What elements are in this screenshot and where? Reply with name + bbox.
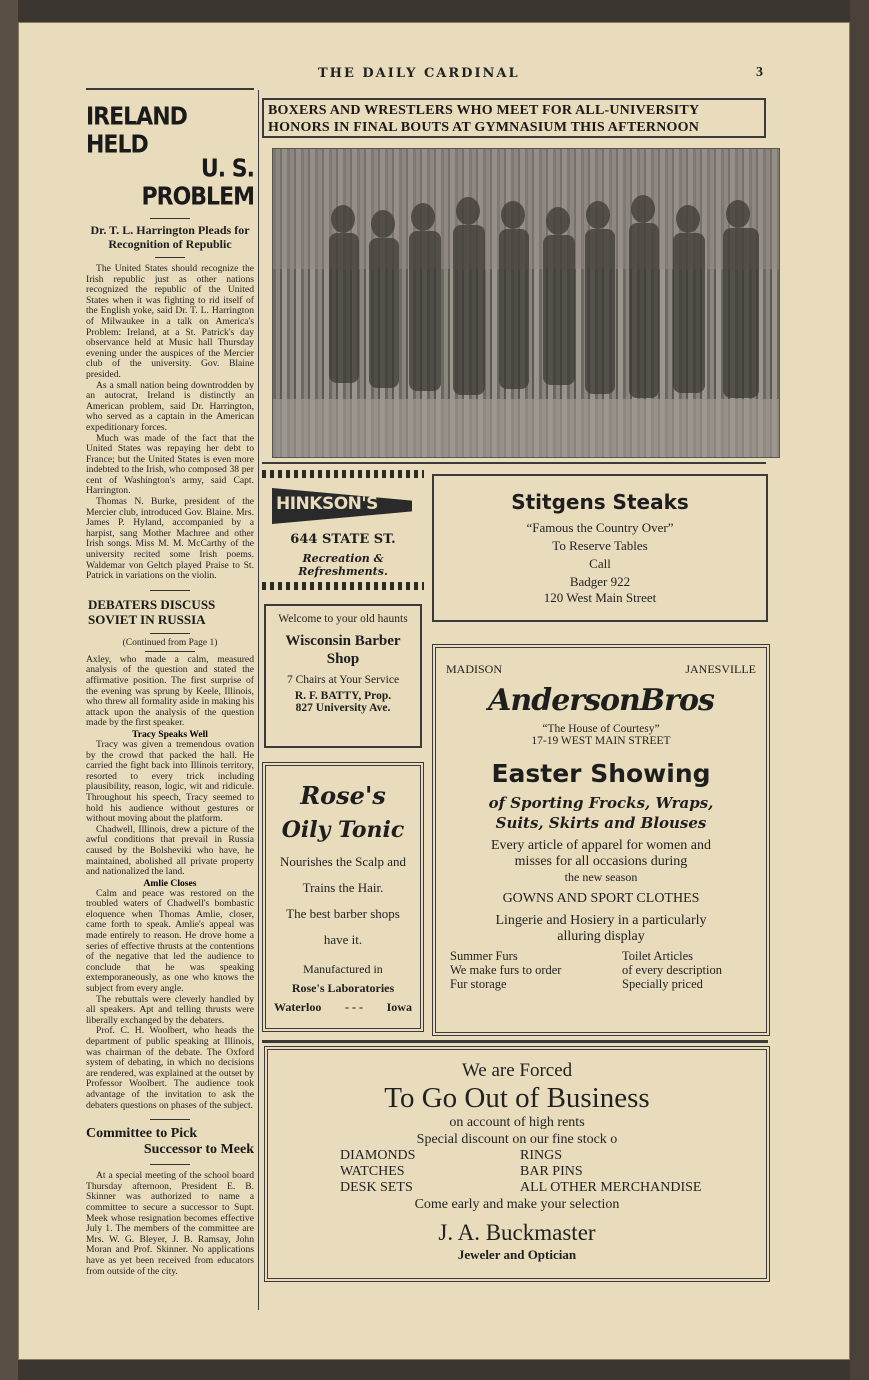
anderson-line: GOWNS AND SPORT CLOTHES <box>502 891 700 906</box>
anderson-list-item: We make furs to order <box>450 963 562 977</box>
roses-state: Iowa <box>386 1000 412 1014</box>
boxers-photo <box>272 148 780 458</box>
checker-border <box>262 582 424 590</box>
anderson-right-city: JANESVILLE <box>685 662 756 676</box>
buckmaster-item: DIAMONDS <box>340 1148 416 1163</box>
ireland-paragraph: As a small nation being downtrodden by an autocrat, Ireland is distinctly an American problem, said Dr. Harrington, who served as a captain in the American expeditionary forces. <box>86 379 254 433</box>
roses-name-1: Rose's <box>300 781 386 810</box>
hinksons-tagline: Recreation & Refreshments. <box>298 552 388 578</box>
boxers-headline-box <box>262 98 766 138</box>
debaters-headline: DEBATERS DISCUSS SOVIET IN RUSSIA <box>88 596 219 627</box>
anderson-line: misses for all occasions during <box>514 854 688 869</box>
barber-welcome: Welcome to your old haunts <box>278 613 408 625</box>
boxers-headline-1: BOXERS AND WRESTLERS WHO MEET FOR ALL-UNIVERSITY <box>268 103 700 118</box>
anderson-ad <box>432 644 770 1036</box>
ireland-headline-2: U. S. PROBLEM <box>141 154 254 212</box>
anderson-left-list <box>450 949 561 991</box>
binding-edge <box>0 0 18 1380</box>
buckmaster-item: ALL OTHER MERCHANDISE <box>520 1180 702 1195</box>
buckmaster-item: BAR PINS <box>520 1164 583 1179</box>
anderson-line: Lingerie and Hosiery in a particularly <box>495 913 707 928</box>
anderson-list-item: Summer Furs <box>450 949 518 963</box>
stitgens-slogan: “Famous the Country Over” <box>526 520 674 535</box>
committee-paragraph: At a special meeting of the school board Thursday afternoon, President E. B. Skinner was authorized to name a committee to secure a successor to Supt. Meek whose resignation becomes effective July 1. The members of the committee are Mrs. W. G. Bleyer, J. B. Ramsay, John Moran and Prof. Skinner. No applications have as yet been received from educators from outside of the city. <box>86 1170 254 1277</box>
debaters-paragraph: Axley, who made a calm, measured analysis of the question and stated the affirmative position. The first surprise of the evening was sprung by Keele, Illinois, who threw all formality aside in making his attack upon the analysis of the question made by the first speaker. <box>86 653 254 729</box>
section-rule <box>262 1040 768 1043</box>
masthead-title: THE DAILY CARDINAL <box>318 66 520 81</box>
buckmaster-items <box>276 1148 758 1196</box>
anderson-list-item: Toilet Articles <box>622 949 693 963</box>
page-number: 3 <box>756 65 763 80</box>
anderson-line: the new season <box>564 870 638 884</box>
divider <box>150 218 190 219</box>
buckmaster-item: WATCHES <box>340 1164 405 1179</box>
divider <box>150 590 190 591</box>
stitgens-address: 120 West Main Street <box>543 590 657 605</box>
anderson-line: Every article of apparel for women and <box>490 838 711 853</box>
divider <box>155 257 185 258</box>
roses-line: Trains the Hair. <box>302 880 384 895</box>
stitgens-ad <box>432 474 768 622</box>
barber-ad <box>264 604 422 748</box>
debaters-subhead: Amlie Closes <box>143 877 197 889</box>
buckmaster-right-items <box>520 1148 701 1196</box>
ireland-paragraph: Much was made of the fact that the United States was repaying her debt to France; but the United States is even more indebted to the Irish, who composed 38 per cent of Washington's army, said Capt. Harrington. <box>86 432 254 497</box>
roses-ad <box>262 762 424 1032</box>
anderson-list-item: Fur storage <box>450 977 507 991</box>
buckmaster-title: Jeweler and Optician <box>457 1247 577 1262</box>
roses-city-row <box>270 1000 416 1015</box>
column-rule <box>258 90 259 1310</box>
buckmaster-discount: Special discount on our fine stock o <box>416 1132 618 1147</box>
hinksons-name: HINKSON'S <box>276 494 378 514</box>
hinksons-body <box>262 478 424 582</box>
continued-note: (Continued from Page 1) <box>122 637 218 648</box>
roses-dashes: - - - <box>344 1000 363 1014</box>
roses-lab: Rose's Laboratories <box>291 981 395 995</box>
divider <box>150 633 190 634</box>
committee-headline-2: Successor to Meek <box>143 1142 254 1158</box>
anderson-list-item: Specially priced <box>622 977 703 991</box>
hinksons-ad <box>262 470 424 592</box>
buckmaster-reason: on account of high rents <box>449 1115 585 1130</box>
debaters-paragraph: The rebuttals were cleverly handled by all speakers. Apt and telling thrusts were liberally exchanged by the debaters. <box>86 993 254 1026</box>
buckmaster-forced: We are Forced <box>461 1060 573 1081</box>
roses-name-2: Oily Tonic <box>281 817 405 843</box>
barber-prop: R. F. BATTY, Prop. <box>294 690 392 702</box>
ireland-subhead: Dr. T. L. Harrington Pleads for Recognition of Republic <box>90 223 250 251</box>
barber-name: Wisconsin Barber Shop <box>285 633 401 667</box>
stitgens-line: Call <box>589 556 611 571</box>
buckmaster-left-items <box>340 1148 520 1196</box>
buckmaster-item: DESK SETS <box>340 1180 413 1195</box>
buckmaster-headline: To Go Out of Business <box>384 1082 650 1114</box>
buckmaster-item: RINGS <box>520 1148 563 1163</box>
scan-background <box>850 0 869 1380</box>
barber-address: 827 University Ave. <box>295 702 391 714</box>
roses-line: Nourishes the Scalp and <box>279 854 406 869</box>
section-rule <box>262 462 766 464</box>
buckmaster-name: J. A. Buckmaster <box>438 1220 596 1245</box>
anderson-lists <box>446 949 756 991</box>
anderson-italic: Suits, Skirts and Blouses <box>495 814 707 832</box>
newspaper-page <box>18 22 850 1360</box>
debaters-paragraph: Tracy was given a tremendous ovation by the crowd that packed the hall. He carried the fight back into Illinois territory, resorted to every trick including plausibility, reason, logic, wit and ridicule. Throughout his speech, Tracy seemed to hold his audience without gestures or without moving about the platform. <box>86 738 254 825</box>
anderson-italic: of Sporting Frocks, Wraps, <box>488 794 714 812</box>
debaters-paragraph: Prof. C. H. Woolbert, who heads the department of public speaking at Illinois, was chairman of the debate. The Oxford system of debating, in which no decisions are rendered, was explained at the outset by Professor Woolbert. The audience took advantage of the invitation to ask the debaters questions on phases of the subject. <box>86 1025 254 1111</box>
buckmaster-ad <box>264 1046 770 1282</box>
buckmaster-come: Come early and make your selection <box>414 1197 620 1212</box>
stitgens-line: To Reserve Tables <box>552 538 648 553</box>
left-column <box>86 94 254 1277</box>
barber-chairs: 7 Chairs at Your Service <box>286 674 400 686</box>
roses-line: have it. <box>323 932 363 947</box>
anderson-headline: Easter Showing <box>491 759 711 788</box>
checker-border <box>262 470 424 478</box>
divider <box>150 1119 190 1120</box>
stitgens-name: Stitgens Steaks <box>511 490 689 514</box>
ireland-headline-1: IRELAND HELD <box>86 102 187 160</box>
stitgens-phone: Badger 922 <box>569 574 631 589</box>
boxers-headline-2: HONORS IN FINAL BOUTS AT GYMNASIUM THIS AFTERNOON <box>268 120 700 135</box>
roses-line: The best barber shops <box>286 906 400 921</box>
debaters-subhead: Tracy Speaks Well <box>132 728 208 740</box>
roses-mfd: Manufactured in <box>303 962 383 976</box>
anderson-courtesy: “The House of Courtesy” <box>542 723 660 735</box>
anderson-cities <box>446 662 756 677</box>
debaters-paragraph: Calm and peace was restored on the troubled waters of Chadwell's bombastic eloquence when Thomas Amlie, closer, came forth to speak. Amlie's appeal was made entirely to reason. He drove home a series of effective thrusts at the contentions of the negative that led the audience to conclude that he was speaking extemporaneously, as one who knows the subject from every angle. <box>86 887 254 995</box>
masthead-rule <box>86 88 254 90</box>
anderson-address: 17-19 WEST MAIN STREET <box>531 735 671 747</box>
anderson-right-list <box>622 949 752 991</box>
boxers-photo-figures <box>273 149 779 457</box>
divider <box>145 651 195 652</box>
anderson-list-item: of every description <box>622 963 722 977</box>
ireland-paragraph: Thomas N. Burke, president of the Mercier club, introduced Gov. Blaine. Mrs. James P. Hyland, accompanied by a harpist, sang Mother Machree and other Irish songs. Miss M. M. McCarthy of the university recited some Irish poems. Waldemar von Geltch played Praise to St. Patrick in variations on the violin. <box>86 496 254 582</box>
anderson-left-city: MADISON <box>446 662 503 676</box>
debaters-paragraph: Chadwell, Illinois, drew a picture of the awful conditions that prevail in Russia caused by the Bolsheviki who have, he maintained, abolished all private property and nationalized the land. <box>86 823 254 878</box>
roses-city: Waterloo <box>274 1000 322 1014</box>
anderson-logo: AndersonBros <box>488 683 714 718</box>
committee-headline-1: Committee to Pick <box>86 1126 198 1142</box>
hinksons-address: 644 STATE ST. <box>290 532 396 547</box>
ireland-paragraph: The United States should recognize the Irish republic just as other nations recognized the republic of the United States when it was fighting to rid itself of the English yoke, said Dr. T. L. Harrington of Milwaukee in a talk on America's Problem: Ireland, at a St. Patrick's day observance held at Music hall Thursday evening under the auspices of the Mercier club of the university. Gov. Blaine presided. <box>86 263 254 380</box>
divider <box>150 1164 190 1165</box>
anderson-line: alluring display <box>557 929 645 944</box>
